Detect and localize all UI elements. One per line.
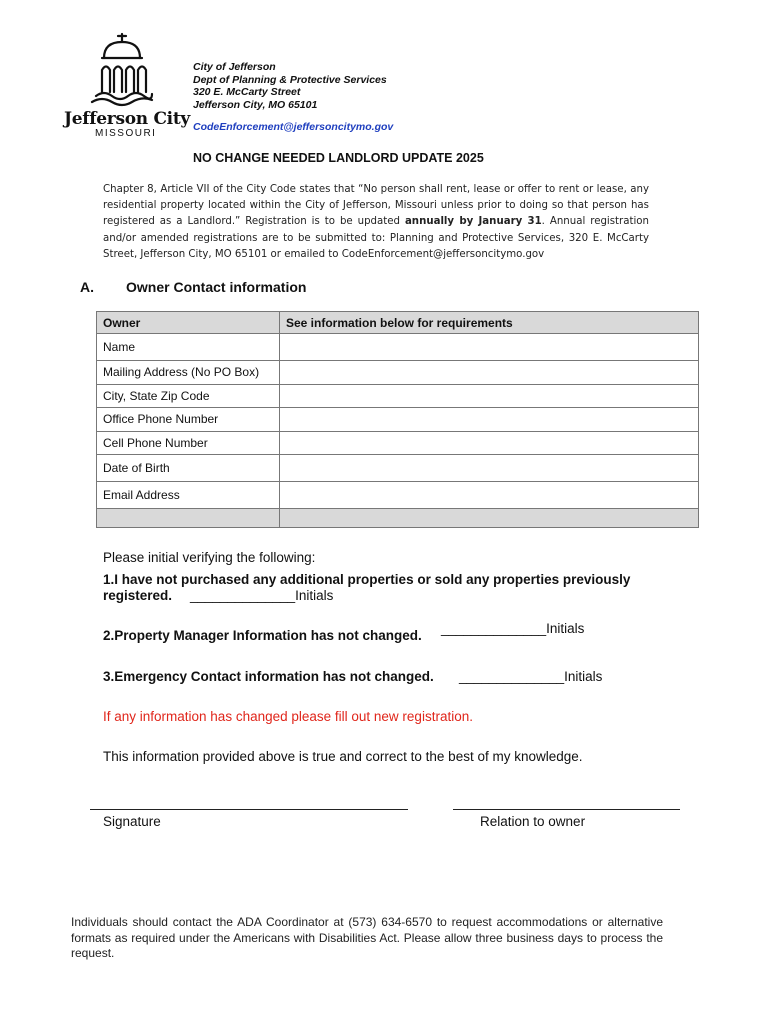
section-title: Owner Contact information bbox=[126, 279, 307, 295]
table-header-cell: See information below for requirements bbox=[280, 312, 699, 334]
logo-wordmark: Jefferson City bbox=[64, 109, 190, 129]
row-label: Date of Birth bbox=[97, 455, 280, 482]
capitol-dome-icon bbox=[62, 30, 187, 110]
table-row bbox=[97, 334, 699, 361]
blank-cell bbox=[280, 509, 699, 528]
intro-deadline: annually by January 31 bbox=[404, 216, 542, 228]
row-label: Office Phone Number bbox=[97, 408, 280, 432]
table-row bbox=[97, 408, 699, 432]
table-row bbox=[97, 384, 699, 408]
blank-cell bbox=[97, 509, 280, 528]
city-state-zip-field[interactable] bbox=[280, 384, 699, 408]
intro-paragraph bbox=[103, 182, 649, 263]
date-of-birth-field[interactable] bbox=[280, 455, 699, 482]
row-label: Mailing Address (No PO Box) bbox=[97, 361, 280, 385]
section-letter: A. bbox=[80, 279, 94, 295]
initials-field-3[interactable]: ______________Initials bbox=[459, 669, 603, 684]
signature-line[interactable] bbox=[90, 809, 408, 810]
relation-label: Relation to owner bbox=[480, 814, 586, 829]
table-row bbox=[97, 455, 699, 482]
office-phone-field[interactable] bbox=[280, 408, 699, 432]
table-header-cell: Owner bbox=[97, 312, 280, 334]
name-field[interactable] bbox=[280, 334, 699, 361]
row-label: Name bbox=[97, 334, 280, 361]
document-title: NO CHANGE NEEDED LANDLORD UPDATE 2025 bbox=[193, 151, 484, 165]
table-header-row bbox=[97, 312, 699, 334]
verify-item-2: 2.Property Manager Information has not changed. bbox=[103, 628, 422, 643]
verify-item-1-cont: registered. bbox=[103, 588, 173, 603]
cell-phone-field[interactable] bbox=[280, 431, 699, 455]
table-row bbox=[97, 431, 699, 455]
address-line: City of Jefferson bbox=[193, 61, 276, 73]
certification-statement: This information provided above is true and correct to the best of my knowledge. bbox=[103, 749, 583, 764]
email-link[interactable]: CodeEnforcement@jeffersoncitymo.gov bbox=[193, 121, 394, 133]
ada-notice: Individuals should contact the ADA Coordinator at (573) 634-6570 to request accommodations or alternative formats as required under the Americans with Disabilities Act. Please allow three business days to process the request. bbox=[71, 915, 663, 960]
office-address bbox=[193, 61, 387, 111]
row-label: Cell Phone Number bbox=[97, 431, 280, 455]
verify-item-3: 3.Emergency Contact information has not changed. bbox=[103, 669, 434, 684]
table-blank-row bbox=[97, 509, 699, 528]
logo-state: MISSOURI bbox=[95, 128, 157, 139]
address-line: Dept of Planning & Protective Services bbox=[193, 73, 387, 86]
intro-text-cont: . Annual registration and/or amended registrations are to be submitted to: Planning and Protective Services, 320 E. McCarty Street, Jefferson City, MO 65101 or emailed to CodeEnforcement@jeffersoncitymo.gov bbox=[103, 216, 650, 260]
address-line: 320 E. McCarty Street bbox=[193, 86, 301, 98]
initials-field-1[interactable]: ______________Initials bbox=[190, 588, 334, 603]
row-label: City, State Zip Code bbox=[97, 384, 280, 408]
table-row bbox=[97, 361, 699, 385]
row-label: Email Address bbox=[97, 482, 280, 509]
intro-text: Chapter 8, Article VII of the City Code states that “No person shall rent, lease or offer to rent or lease, any residential property located within the City of Jefferson, Missouri unless prior to doing so that person has registered as a Landlord.” Registration is to be updated bbox=[103, 184, 649, 228]
change-warning: If any information has changed please fill out new registration. bbox=[103, 709, 473, 724]
signature-label: Signature bbox=[103, 814, 161, 829]
city-logo bbox=[62, 30, 190, 142]
email-address-field[interactable] bbox=[280, 482, 699, 509]
initials-field-2[interactable]: ______________Initials bbox=[441, 621, 585, 636]
relation-line[interactable] bbox=[453, 809, 680, 810]
verify-item-1: 1.I have not purchased any additional properties or sold any properties previously bbox=[103, 572, 631, 587]
mailing-address-field[interactable] bbox=[280, 361, 699, 385]
address-line: Jefferson City, MO 65101 bbox=[193, 98, 318, 111]
owner-contact-table bbox=[96, 311, 699, 528]
verify-intro: Please initial verifying the following: bbox=[103, 550, 316, 565]
table-row bbox=[97, 482, 699, 509]
